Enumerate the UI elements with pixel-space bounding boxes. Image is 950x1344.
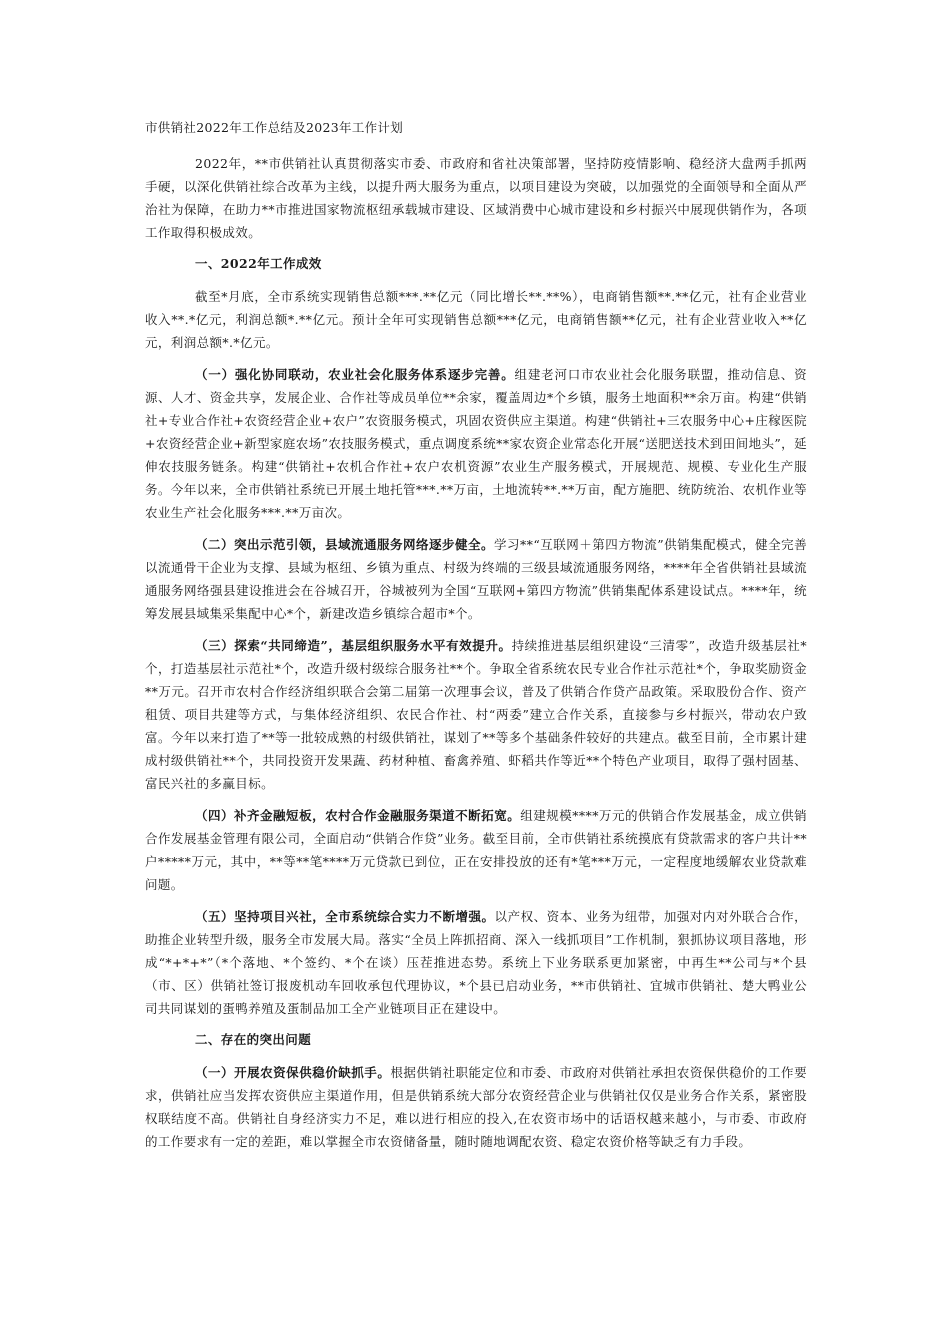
item-lead: （三）探索“共同缔造”，基层组织服务水平有效提升。 [195,638,512,653]
achievement-item-3 [145,634,807,795]
section-1-summary: 截至*月底，全市系统实现销售总额***.**亿元（同比增长**.**%），电商销售额**.**亿元，社有企业营业收入**.*亿元，利润总额*.**亿元。预计全年可实现销售总额***亿元，电商销售额**亿元，社有企业营业收入**亿元，利润总额*.*亿元。 [145,289,807,350]
achievement-item-5 [145,905,807,1020]
document-page [145,118,807,1162]
item-lead: （五）坚持项目兴社，全市系统综合实力不断增强。 [195,909,495,924]
section-2-heading: 二、存在的突出问题 [195,1032,312,1047]
document-title: 市供销社2022年工作总结及2023年工作计划 [145,120,404,135]
achievement-item-1 [145,363,807,524]
section-1-heading: 一、2022年工作成效 [195,256,322,271]
item-body: 组建规模****万元的供销合作发展基金，成立供销合作发展基金管理有限公司，全面启动“供销合作贷”业务。截至目前，全市供销社系统摸底有贷款需求的客户共计**户*****万元，其中，**等**笔****万元贷款已到位，正在安排投放的还有*笔***万元，一定程度地缓解农业贷款难问题。 [145,808,807,892]
item-body: 学习**“互联网＋第四方物流”供销集配模式，健全完善以流通骨干企业为支撑、县域为枢纽、乡镇为重点、村级为终端的三级县域流通服务网络，****年全省供销社县域流通服务网络强县建设推进会在谷城召开，谷城被列为全国“互联网+第四方物流”供销集配体系建设试点。****年，统筹发展县域集采集配中心*个，新建改造乡镇综合超市*个。 [145,537,808,621]
item-body: 持续推进基层组织建设“三清零”，改造升级基层社*个，打造基层社示范社*个，改造升级村级综合服务社**个。争取全省系统农民专业合作社示范社*个，争取奖励资金**万元。召开市农村合作经济组织联合会第二届第一次理事会议，普及了供销合作贷产品政策。采取股份合作、资产租赁、项目共建等方式，与集体经济组织、农民合作社、村“两委”建立合作关系，直接参与乡村振兴，带动农户致富。今年以来打造了**等一批较成熟的村级供销社，谋划了**等多个基础条件较好的共建点。截至目前，全市累计建成村级供销社**个，共同投资开发果蔬、药材种植、畜禽养殖、虾稻共作等近**个特色产业项目，取得了强村固基、富民兴社的多赢目标。 [145,638,807,791]
item-lead: （四）补齐金融短板，农村合作金融服务渠道不断拓宽。 [195,808,521,823]
achievement-item-4 [145,804,807,896]
item-lead: （一）强化协同联动，农业社会化服务体系逐步完善。 [195,367,515,382]
item-body: 组建老河口市农业社会化服务联盟，推动信息、资源、人才、资金共享，发展企业、合作社等成员单位**余家，覆盖周边*个乡镇，服务土地面积**余万亩。构建“供销社+专业合作社+农资经营企业+农户”农资服务模式，巩固农资供应主渠道。构建“供销社+三农服务中心+庄稼医院+农资经营企业+新型家庭农场”农技服务模式，重点调度系统**家农资企业常态化开展“送肥送技术到田间地头”，延伸农技服务链条。构建“供销社+农机合作社+农户农机资源”农业生产服务模式，开展规范、规模、专业化生产服务。今年以来，全市供销社系统已开展土地托管***.**万亩，土地流转**.**万亩，配方施肥、统防统治、农机作业等农业生产社会化服务***.**万亩次。 [145,367,807,520]
item-lead: （一）开展农资保供稳价缺抓手。 [195,1065,391,1080]
intro-paragraph: 2022年，**市供销社认真贯彻落实市委、市政府和省社决策部署，坚持防疫情影响、稳经济大盘两手抓两手硬，以深化供销社综合改革为主线，以提升两大服务为重点，以项目建设为突破，以加强党的全面领导和全面从严治社为保障，在助力**市推进国家物流枢纽承载城市建设、区域消费中心城市建设和乡村振兴中展现供销作为，各项工作取得积极成效。 [145,156,807,240]
item-body: 根据供销社职能定位和市委、市政府对供销社承担农资保供稳价的工作要求，供销社应当发挥农资供应主渠道作用，但是供销系统大部分农资经营企业与供销社仅仅是业务合作关系，紧密股权联结度不高。供销社自身经济实力不足，难以进行相应的投入,在农资市场中的话语权越来越小，与市委、市政府的工作要求有一定的差距，难以掌握全市农资储备量，随时随地调配农资、稳定农资价格等缺乏有力手段。 [145,1065,807,1149]
item-lead: （二）突出示范引领，县域流通服务网络逐步健全。 [195,537,495,552]
item-body: 以产权、资本、业务为纽带，加强对内对外联合合作，助推企业转型升级，服务全市发展大局。落实“全员上阵抓招商、深入一线抓项目”工作机制，狠抓协议项目落地，形成“*+*+*”（*个落地、*个签约、*个在谈）压茬推进态势。系统上下业务联系更加紧密，中再生**公司与*个县（市、区）供销社签订报废机动车回收承包代理协议，*个县已启动业务，**市供销社、宜城市供销社、楚大鸭业公司共同谋划的蛋鸭养殖及蛋制品加工全产业链项目正在建设中。 [145,909,807,1016]
achievement-item-2 [145,533,807,625]
problem-item-1 [145,1061,807,1153]
